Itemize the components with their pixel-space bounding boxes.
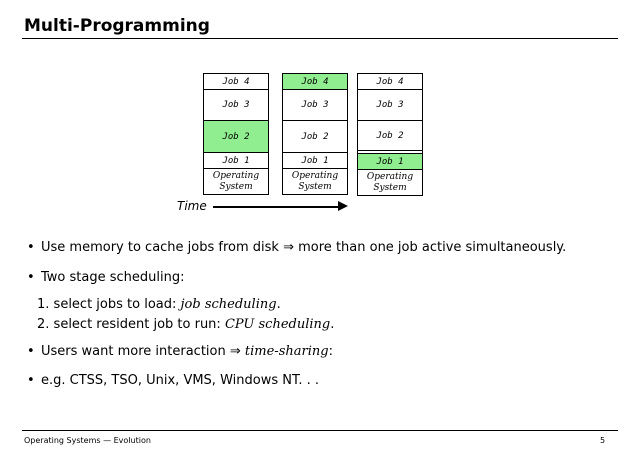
title-rule <box>22 38 618 39</box>
item-number: 1. <box>37 297 50 312</box>
bullet-item <box>27 373 319 393</box>
memory-column-2 <box>282 73 348 195</box>
time-label: Time <box>177 199 207 213</box>
bullet-text: more than one job active simultaneously. <box>294 240 567 255</box>
job3-segment: Job 3 <box>358 90 422 121</box>
time-arrow-line <box>213 206 341 208</box>
job2-segment: Job 2 <box>358 121 422 151</box>
item-text: . <box>276 297 281 312</box>
job1-segment: Job 1 <box>204 153 268 169</box>
os-segment <box>204 169 268 195</box>
term-text: CPU scheduling <box>224 317 331 332</box>
bullet-item <box>27 240 566 260</box>
job1-segment: Job 1 <box>358 154 422 170</box>
bullet-dot-icon: • <box>27 240 35 255</box>
job3-segment: Job 3 <box>283 90 347 121</box>
job1-segment: Job 1 <box>283 153 347 169</box>
slide-title: Multi-Programming <box>24 16 210 36</box>
sub-list-item <box>27 317 334 336</box>
bullet-text: Users want more interaction <box>41 344 230 359</box>
bullet-text: : <box>328 344 333 359</box>
bullet-text: e.g. CTSS, TSO, Unix, VMS, Windows NT. . . <box>41 373 320 388</box>
item-text: select resident job to run: <box>53 317 225 332</box>
os-label-line1: Operating <box>212 170 260 181</box>
job4-segment: Job 4 <box>283 74 347 90</box>
implies-symbol: ⇒ <box>283 240 294 255</box>
job4-segment: Job 4 <box>204 74 268 90</box>
job3-segment: Job 3 <box>204 90 268 121</box>
bullet-text: Use memory to cache jobs from disk <box>41 240 284 255</box>
os-label-line2: System <box>373 182 407 193</box>
bullet-dot-icon: • <box>27 270 35 285</box>
footer-rule <box>22 430 618 431</box>
bullet-dot-icon: • <box>27 344 35 359</box>
os-label-line2: System <box>219 181 253 192</box>
os-label-line2: System <box>298 181 332 192</box>
memory-column-1 <box>203 73 269 195</box>
bullet-dot-icon: • <box>27 373 35 388</box>
os-label-line1: Operating <box>291 170 339 181</box>
job4-segment: Job 4 <box>358 74 422 90</box>
item-number: 2. <box>37 317 50 332</box>
term-text: job scheduling <box>180 297 277 312</box>
item-text: . <box>330 317 335 332</box>
page-number: 5 <box>600 436 606 445</box>
time-arrow-icon <box>338 201 348 211</box>
job2-segment: Job 2 <box>283 121 347 153</box>
implies-symbol: ⇒ <box>229 344 241 359</box>
term-text: time-sharing <box>240 344 329 359</box>
bullet-text: Two stage scheduling: <box>41 270 185 285</box>
bullet-item <box>27 270 184 290</box>
sub-list-item <box>27 297 281 316</box>
os-label-line1: Operating <box>366 171 414 182</box>
item-text: select jobs to load: <box>53 297 181 312</box>
job2-segment: Job 2 <box>204 121 268 153</box>
memory-column-3 <box>357 73 423 196</box>
footer-title: Operating Systems — Evolution <box>24 436 151 445</box>
os-segment <box>283 169 347 195</box>
os-segment <box>358 170 422 196</box>
bullet-item <box>27 344 333 364</box>
